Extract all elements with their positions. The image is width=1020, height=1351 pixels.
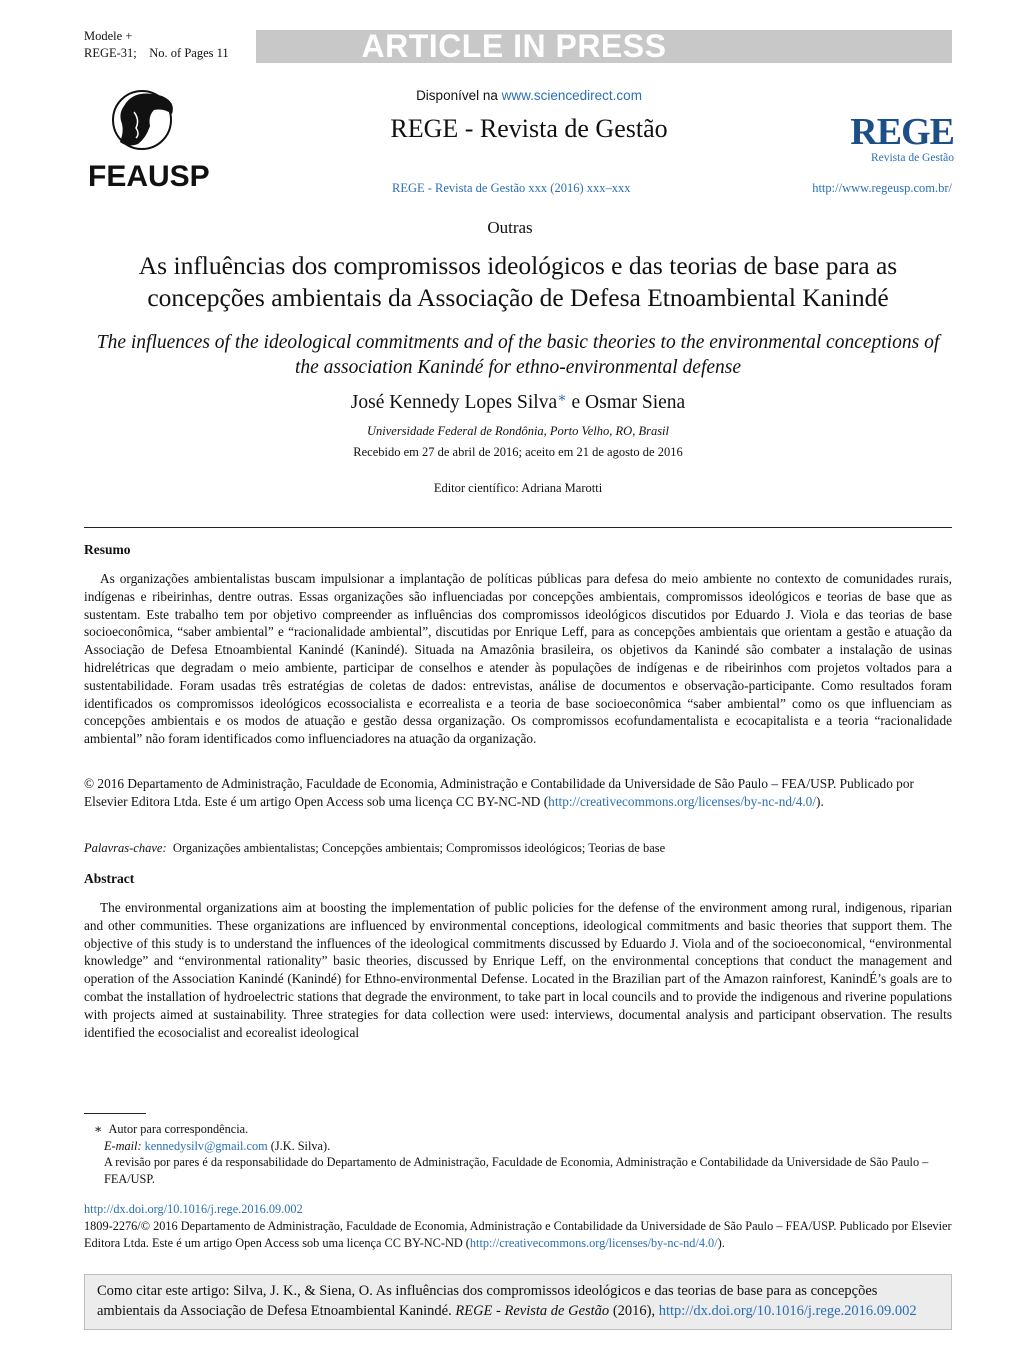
keywords-label: Palavras-chave: — [84, 841, 167, 855]
issn-license-link[interactable]: http://creativecommons.org/licenses/by-nc-nd/4.0/ — [469, 1235, 718, 1250]
footnote-corr-text: Autor para correspondência. — [108, 1122, 249, 1136]
cite-year: (2016), — [609, 1303, 659, 1319]
received-dates: Recebido em 27 de abril de 2016; aceito em 21 de agosto de 2016 — [353, 445, 683, 459]
email-label: E-mail: — [104, 1138, 142, 1153]
fea-head-icon — [84, 86, 214, 196]
author-1: José Kennedy Lopes Silva — [350, 392, 558, 413]
article-subtitle: The influences of the ideological commitments and of the basic theories to the environmental conceptions of the association Kanindé for ethno-environmental defense — [96, 332, 940, 378]
available-line — [256, 88, 802, 103]
resumo-body — [84, 570, 952, 748]
cite-journal: REGE - Revista de Gestão — [455, 1303, 610, 1319]
model-label: Modele + — [84, 29, 133, 43]
rege-logo-text: REGE — [850, 111, 954, 153]
doi-link[interactable]: http://dx.doi.org/10.1016/j.rege.2016.09.002 — [84, 1202, 303, 1216]
footnote-divider — [84, 1113, 146, 1114]
email-owner: (J.K. Silva). — [270, 1138, 331, 1153]
article-title: As influências dos compromissos ideológicos e das teorias de base para as concepções ambientais da Associação de Defesa Etnoambiental Kanindé — [138, 251, 898, 312]
header-meta — [84, 28, 229, 62]
correspondence-mark[interactable]: ∗ — [557, 391, 567, 406]
fea-logo-text: FEAUSP — [88, 160, 210, 193]
footnote-email — [104, 1138, 952, 1155]
resumo-text: As organizações ambientalistas buscam impulsionar a implantação de políticas públicas para defesa do meio ambiente no contexto de comunidades rurais, indígenas e ribeirinhas, dentre outras. Essas organizações são influenciadas por concepções ambientais, compromissos ideológicos e teorias de base que as sustentam. Este trabalho tem por objetivo compreender as influências dos compromissos ideológicos discutidos por Eduardo J. Viola e das teorias de base socioeconômica, “saber ambiental” e “racionalidade ambiental”, discutidas por Enrique Leff, para as concepções ambientais que orientam a gestão e atuação da Associação de Defesa Etnoambiental Kanindé (Kanindé). Situada na Amazônia brasileira, os objetivos da Kanindé são combater a instalação de usinas hidrelétricas que degradam o meio ambiente, participar de conselhos e atender às populações de indígenas e de ribeirinhos com projetos voltados para a sustentabilidade. Foram usadas três estratégias de coletas de dados: entrevistas, análise de documentos e observação-participante. Como resultados foram identificados os compromissos ideológicos ecossocialista e ecorrealista e a teoria de base socioeconômica “saber ambiental” como os que influenciam as concepções ambientais e os modos de atuação e gestão dessa organização. Os compromissos ecofundamentalista e ecocapitalista e a teoria “racionalidade ambiental” não foram identificados como influenciadores na atuação da organização. — [84, 571, 952, 747]
affiliation: Universidade Federal de Rondônia, Porto Velho, RO, Brasil — [366, 424, 670, 438]
journal-url[interactable]: http://www.regeusp.com.br/ — [812, 181, 952, 195]
copyright-text: © 2016 Departamento de Administração, Faculdade de Economia, Administração e Contabilidade da Universidade de São Paulo – FEA/USP. Publicado por Elsevier Editora Ltda. Este é um artigo Open Access sob uma licença CC BY-NC-ND ( — [84, 776, 914, 809]
email-link[interactable]: kennedysilv@gmail.com — [144, 1138, 268, 1153]
keywords-list: Organizações ambientalistas; Concepções ambientais; Compromissos ideológicos; Teorias de base — [172, 841, 666, 855]
journal-title: REGE - Revista de Gestão — [390, 114, 668, 143]
fea-usp-logo — [84, 86, 214, 196]
ref-code: REGE-31; — [84, 46, 137, 60]
footnote-star: ∗ — [94, 1122, 103, 1136]
issn-end: ). — [717, 1235, 725, 1250]
keywords-line — [84, 841, 665, 856]
abstract-body — [84, 899, 952, 1041]
rege-logo — [850, 112, 954, 164]
scientific-editor: Editor científico: Adriana Marotti — [433, 481, 603, 495]
issn-text: 1809-2276/© 2016 Departamento de Administração, Faculdade de Economia, Administração e Contabilidade da Universidade de São Paulo – FEA/USP. Publicado por Elsevier Editora Ltda. Este é um artigo Open Access sob uma licença CC BY-NC-ND ( — [84, 1219, 952, 1250]
issn-line — [84, 1218, 952, 1251]
footnote-correspondence — [94, 1121, 952, 1138]
abstract-heading: Abstract — [84, 871, 135, 886]
footnote-review: A revisão por pares é da responsabilidade do Departamento de Administração, Faculdade de Economia, Administração e Contabilidade da Universidade de São Paulo – FEA/USP. — [104, 1155, 929, 1186]
author-2: e Osmar Siena — [566, 392, 686, 413]
sciencedirect-link[interactable]: www.sciencedirect.com — [501, 88, 642, 103]
section-label: Outras — [487, 218, 533, 237]
copyright-end: ). — [816, 793, 824, 809]
page-count: No. of Pages 11 — [149, 46, 229, 60]
resumo-copyright — [84, 775, 952, 811]
footnotes — [84, 1121, 952, 1187]
cite-text: Como citar este artigo: Silva, J. K., & Siena, O. As influências dos compromissos ideológicos e das teorias de base para as concepções ambientais da Associação de Defesa Etnoambiental Kanindé. — [97, 1283, 878, 1319]
resumo-heading: Resumo — [84, 542, 131, 557]
available-prefix: Disponível na — [416, 88, 498, 103]
ref-line — [84, 45, 229, 62]
cite-doi-link[interactable]: http://dx.doi.org/10.1016/j.rege.2016.09.002 — [658, 1303, 917, 1319]
abstract-text: The environmental organizations aim at boosting the implementation of public policies for the defense of the environment among rural, indigenous, riparian and other communities. These organizations are influenced by environmental conceptions, ideological commitments and basic theories that support them. The objective of this study is to understand the influences of the ideological commitments discussed by Eduardo J. Viola and of the socioeconomical, “environmental knowledge” and “environmental rationality” basic theories, discussed by Enrique Leff, on the environmental conceptions that conduct the management and operation of the Association Kanindé (Kanindé) for Ethno-environmental Defense. Located in the Brazilian part of the Amazon rainforest, KanindÉ’s goals are to combat the installation of hydroelectric stations that degrade the environment, to take part in local councils and to provide the indigenous and riverine populations with projects aimed at sustainability. Three strategies for data collection were used: interviews, documental analysis and participant observation. The results identified the ecosocialist and ecorealist ideological — [84, 900, 952, 1040]
license-link[interactable]: http://creativecommons.org/licenses/by-nc-nd/4.0/ — [548, 793, 817, 809]
header-divider — [84, 527, 952, 528]
how-to-cite-box — [84, 1274, 952, 1330]
article-in-press-banner: ARTICLE IN PRESS — [256, 30, 952, 63]
author-line — [84, 390, 952, 414]
journal-citation[interactable]: REGE - Revista de Gestão xxx (2016) xxx–xxx — [392, 181, 631, 195]
rege-logo-subtitle: Revista de Gestão — [870, 152, 954, 164]
